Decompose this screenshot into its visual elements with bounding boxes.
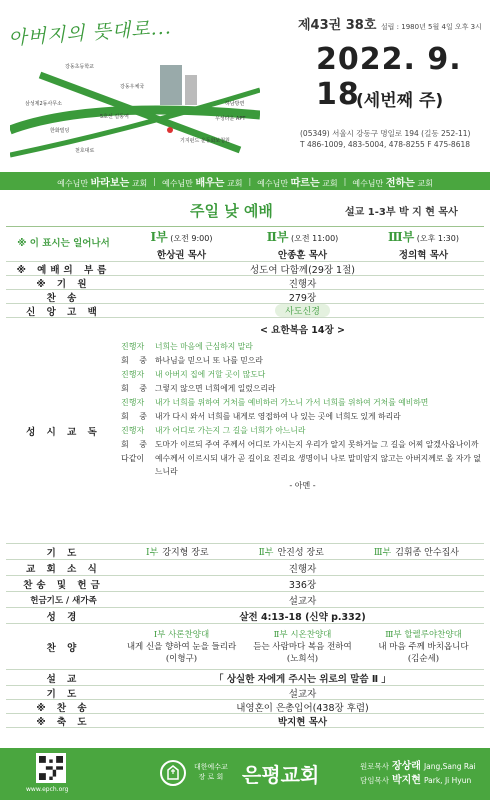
verse-line: 다같이 예수께서 이르시되 내가 곧 길이요 진리요 생명이니 나로 말미암지 않고는 아버지께로 올 자가 없느니라 (121, 454, 481, 476)
sermon-by: 설교 1-3부 박 지 현 목사 (345, 207, 458, 218)
order-row: 기 도 설교자 (6, 686, 484, 700)
church-location-icon (167, 127, 173, 133)
service-title-row (0, 198, 490, 220)
map-building-icon (160, 65, 182, 105)
order-of-worship (6, 226, 484, 728)
choir-item: Ⅱ부 시온찬양대 듣는 사람마다 복음 전하여 (노희석) (253, 629, 352, 664)
church-name: 은평교회 (242, 763, 320, 787)
order-row: ※ 기 원 진행자 (6, 276, 484, 290)
map-label: 기지펀드 운동화보청원 (180, 138, 230, 144)
service-times-row (6, 226, 484, 262)
stand-legend: ※ 이 표시는 일어나서 (17, 238, 110, 249)
church-address: (05349) 서울시 강동구 명일로 194 (길동 252-11) T 486-1009, 483-5004, 478-8255 F 475-8618 (300, 129, 471, 149)
order-row: ※ 찬 송 내영혼이 은총입어(438장 후렴) (6, 700, 484, 714)
responsive-reading: 성 시 교 독 < 요한복음 14장 > 진행자 너희는 마음에 근심하지 말라 회 중 하나님을 믿으니 또 나를 믿으라 진행자 내 아버지 집에 거할 곳이 많도다 회 중 그렇지 않으면 너희에게 일렀으리라 진행자 내가 너희를 위하여 거처를 예비하러 가노니 가서 너희를 위하여 거처를 예비하면 회 중 내가 다시 와서 너희를 내게로 영접하여 나 있는 곳에 너희도 있게 하리라 진행자 내가 어디로 가는지 그 길을 너희가 아느니라 회 중 도마가 이르되 주여 주께서 어디로 가시는지 우리가 알지 못하거늘 그 길을 어찌 알겠사옵나이까 다같이 예수께서 이르시되 내가 곧 길이요 진리요 생명이니 나로 말미암지 않고는 아버지께로 올 자가 없느니라 - 아멘 - (6, 318, 484, 544)
scripture-heading: < 요한복음 14장 > (260, 325, 345, 336)
map-label: 5호선 길동역 (100, 114, 129, 120)
qr-code-pattern (39, 756, 63, 780)
creed-badge: 사도신경 (275, 304, 330, 317)
order-row: 성 경 살전 4:13-18 (신약 p.332) (6, 608, 484, 624)
map-label: 하남방면 (225, 101, 245, 107)
website-link[interactable]: www.epch.org (26, 786, 69, 793)
order-row: 헌금기도 / 새가족 설교자 (6, 592, 484, 608)
motto-item: 예수님만 배우는 교회 (162, 177, 243, 189)
qr-code-icon[interactable] (36, 753, 66, 783)
map-label: 강동우체국 (120, 84, 145, 90)
service-slot: Ⅱ부 (오전 11:00) 안종훈 목사 (266, 229, 339, 261)
verse-line: 진행자 내가 너희를 위하여 거처를 예비하러 가노니 가서 너희를 위하여 거처를 예비하면 (121, 398, 429, 407)
service-slot: Ⅰ부 (오전 9:00) 한상권 목사 (150, 229, 213, 261)
pastor-line: 담임목사 박지현 Park, Ji Hyun (360, 775, 472, 786)
founded-date: 설립 : 1980년 5월 4일 오후 3시 (380, 23, 482, 31)
map-label: 삼성제2동사무소 (25, 101, 62, 107)
verse-line: 진행자 너희는 마음에 근심하지 말라 (121, 342, 253, 351)
map-label: 한화빌딩 (50, 128, 70, 134)
verse-line: 회 중 하나님을 믿으니 또 나를 믿으라 (121, 356, 263, 365)
order-row: 찬송 및 헌금 336장 (6, 576, 484, 592)
pastor-line: 원로목사 장상래 Jang,Sang Rai (360, 761, 476, 772)
verse-line: 회 중 내가 다시 와서 너희를 내게로 영접하여 나 있는 곳에 너희도 있게 하리라 (121, 412, 401, 421)
location-map (10, 60, 260, 160)
order-row: 찬 송 279장 (6, 290, 484, 304)
verse-line: 회 중 도마가 이르되 주여 주께서 어디로 가시는지 우리가 알지 못하거늘 그 길을 어찌 알겠사옵나이까 (121, 440, 479, 449)
order-row: ※ 예배의 부름 성도여 다함께(29장 1절) (6, 262, 484, 276)
amen: - 아멘 - (289, 481, 316, 490)
order-row: 교 회 소 식 진행자 (6, 560, 484, 576)
service-title: 주일 낮 예배 (190, 202, 273, 220)
choir-item: Ⅰ부 사론찬양대 내게 신을 향하여 눈을 들리라 (이형구) (126, 629, 237, 664)
bulletin-date: 2022. 9. 18 (316, 42, 462, 112)
denomination: 대한예수교 장 로 회 (194, 763, 228, 781)
bulletin-header (0, 0, 490, 170)
prayer-item: Ⅲ부 김휘종 안수집사 (373, 548, 459, 558)
map-label: 강동초등학교 (65, 64, 94, 70)
prayer-item: Ⅰ부 강지형 장로 (146, 548, 209, 558)
motto-item: 예수님만 전하는 교회 (352, 177, 433, 189)
choir-row: 찬 양 Ⅰ부 사론찬양대 내게 신을 향하여 눈을 들리라 (이형구) Ⅱ부 시온찬양대 듣는 사람마다 복음 전하여 (노희석) Ⅲ부 할렐루야찬양대 내 마음 주께 바치옵니다 (김순세) (6, 624, 484, 670)
map-label: 천호대로 (75, 148, 95, 154)
week-label: (세번째 주) (356, 91, 444, 111)
church-logo-icon (160, 760, 186, 786)
logo-slogan: 아버지의 뜻대로... (7, 16, 173, 50)
order-row: 신 앙 고 백 사도신경 (6, 304, 484, 318)
map-label: 우성타운 APT (215, 116, 246, 122)
prayer-row: 기 도 Ⅰ부 강지형 장로 Ⅱ부 안진성 장로 Ⅲ부 김휘종 안수집사 (6, 544, 484, 560)
verse-line: 진행자 내가 어디로 가는지 그 길을 너희가 아느니라 (121, 426, 306, 435)
prayer-item: Ⅱ부 안진성 장로 (258, 548, 324, 558)
motto-item: 예수님만 바라보는 교회 (57, 177, 148, 189)
bulletin-footer (0, 748, 490, 800)
verse-line: 회 중 그렇지 않으면 너희에게 일렀으리라 (121, 384, 276, 393)
motto-item: 예수님만 따르는 교회 (257, 177, 338, 189)
choir-item: Ⅲ부 할렐루야찬양대 내 마음 주께 바치옵니다 (김순세) (378, 629, 469, 664)
motto-bar: 예수님만 바라보는 교회 | 예수님만 배우는 교회 | 예수님만 따르는 교회 | 예수님만 전하는 교회 (0, 172, 490, 190)
issue-number: 제43권 38호 설립 : 1980년 5월 4일 오후 3시 (298, 18, 482, 33)
sermon-title: 「 상실한 자에게 주시는 위로의 말씀 Ⅱ 」 (214, 673, 391, 685)
service-slot: Ⅲ부 (오후 1:30) 정의혁 목사 (388, 229, 459, 261)
verse-line: 진행자 내 아버지 집에 거할 곳이 많도다 (121, 370, 266, 379)
order-row: ※ 축 도 박지현 목사 (6, 714, 484, 728)
pastors-list (360, 760, 476, 788)
sermon-row: 설 교 「 상실한 자에게 주시는 위로의 말씀 Ⅱ 」 (6, 670, 484, 686)
